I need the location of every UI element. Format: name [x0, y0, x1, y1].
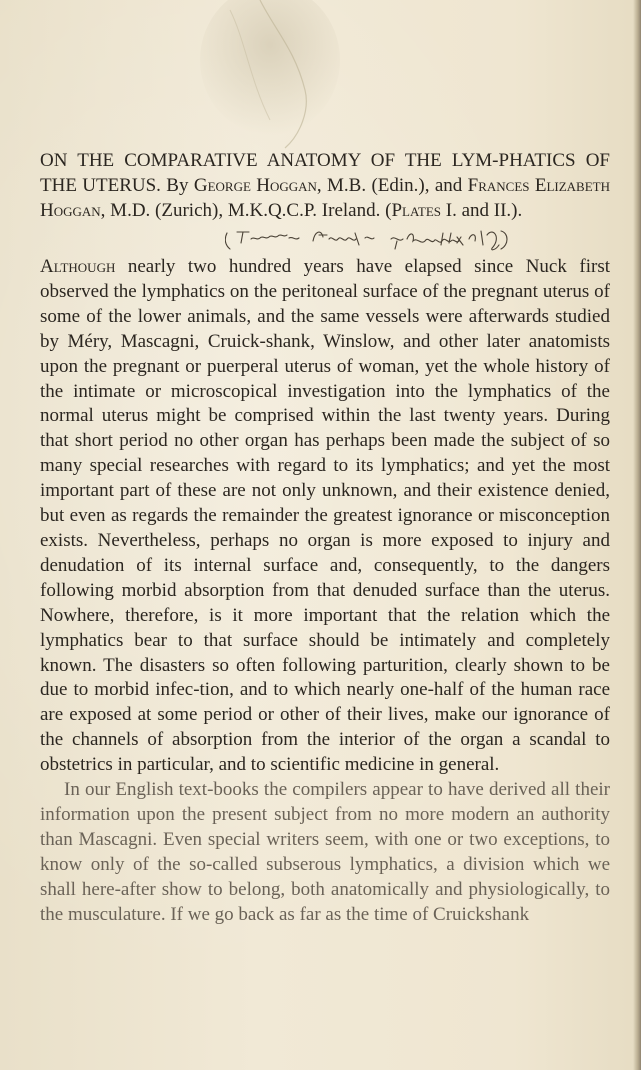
author-2: Frances Elizabeth Hoggan — [40, 175, 610, 221]
paragraph-2 — [40, 778, 610, 927]
page-edge-shadow — [633, 0, 641, 1070]
paper-stain — [200, 0, 360, 150]
by-word: By — [166, 175, 189, 196]
author-2-degrees: , M.D. (Zurich), M.K.Q.C.P. Ireland. ( — [100, 200, 392, 221]
paragraph-lead-word: Although — [40, 256, 116, 277]
author-1: George Hoggan — [193, 175, 317, 196]
paragraph-1 — [40, 255, 610, 778]
article-body — [40, 255, 610, 927]
article-title: ON THE COMPARATIVE ANATOMY OF THE LYM-PHATICS OF THE UTERUS. — [40, 150, 610, 196]
author-1-degrees: , M.B. (Edin.), and — [316, 175, 463, 196]
paragraph-2-text: In our English text-books the compilers appear to have derived all their information upon the present subject from no more modern an authority than Mascagni. Even special writers seem, with one or two exceptions, to know only of the so-called subserous lymphatics, a division which we shall here-after show to belong, both anatomically and physiologically, to the musculature. If we go back as far as the time of Cruickshank — [40, 779, 610, 925]
plates-reference: I. and II.). — [441, 200, 523, 221]
paragraph-1-text: nearly two hundred years have elapsed since Nuck first observed the lymphatics on the peritoneal surface of the pregnant uterus of some of the lower animals, and the same vessels were afterwards studied by Méry, Mascagni, Cruick-shank, Winslow, and other later anatomists upon the pregnant or puerperal uterus of woman, yet the whole history of the intimate or microscopical investigation into the lymphatics of the normal uterus might be comprised within the last twenty years. During that short period no other organ has perhaps been made the subject of so many special researches with regard to its lymphatics; and yet the most important part of these are not only unknown, and their existence denied, but even as regards the remainder the greatest ignorance or misconception exists. Nevertheless, perhaps no organ is more exposed to injury and denudation of its internal surface and, consequently, to the dangers following morbid absorption from that denuded surface than the uterus. Nowhere, therefore, is it more important that the relation which the lymphatics bear to that surface should be intimately and completely known. The disasters so often following parturition, clearly shown to be due to morbid infec-tion, and to which nearly one-half of the human race are exposed at some period or other of their lives, make our ignorance of the channels of absorption from the interior of the organ a scandal to obstetrics in particular, and to scientific medicine in general. — [40, 256, 610, 776]
handwritten-annotation — [225, 229, 605, 253]
plates-word: Plates — [391, 200, 442, 221]
article-heading — [40, 148, 610, 223]
